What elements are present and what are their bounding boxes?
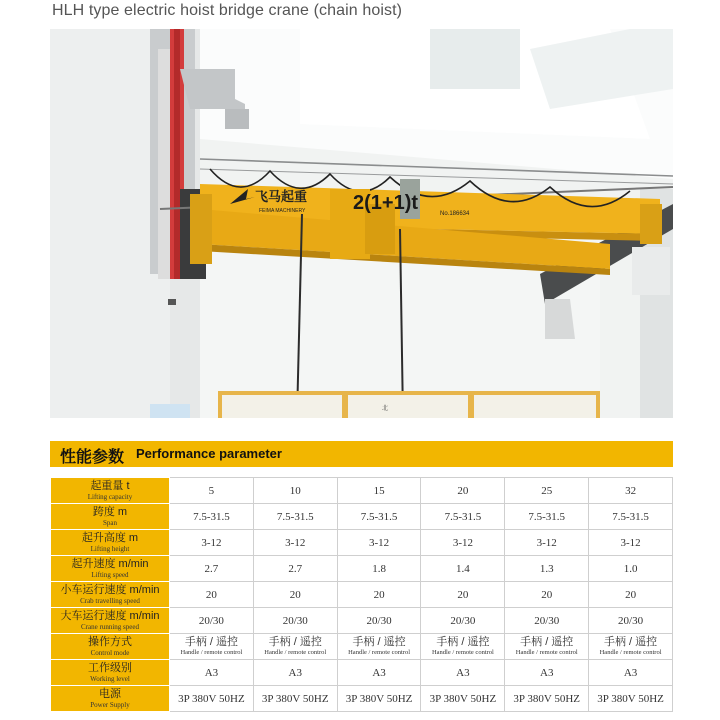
table-cell: 3P 380V 50HZ xyxy=(253,686,337,712)
row-label-en: Lifting capacity xyxy=(87,492,133,501)
row-label-en: Crane running speed xyxy=(81,622,139,631)
banner-title-en: Performance parameter xyxy=(136,446,282,461)
row-label xyxy=(51,530,170,556)
table-cell: 20 xyxy=(253,582,337,608)
row-label-en: Working level xyxy=(90,674,130,683)
table-cell: 10 xyxy=(253,478,337,504)
table-cell: 7.5-31.5 xyxy=(505,504,589,530)
table-cell: A3 xyxy=(337,660,421,686)
cell-value-zh: 手柄 / 遥控 xyxy=(436,635,490,648)
table-row xyxy=(51,582,673,608)
table-cell: 20/30 xyxy=(421,608,505,634)
table-row xyxy=(51,478,673,504)
table-cell: 20/30 xyxy=(505,608,589,634)
table-cell: 3-12 xyxy=(253,530,337,556)
cell-value-en: Handle / remote control xyxy=(348,648,411,656)
table-cell: 20/30 xyxy=(337,608,421,634)
row-label-zh: 小车运行速度 m/min xyxy=(60,583,160,596)
table-cell: 20/30 xyxy=(589,608,673,634)
table-cell: 3-12 xyxy=(337,530,421,556)
row-label-zh: 起升速度 m/min xyxy=(71,557,149,570)
banner-title-zh: 性能参数 xyxy=(60,449,125,466)
brand-label: 飞马起重 xyxy=(255,189,308,204)
table-cell: 1.3 xyxy=(505,556,589,582)
table-row xyxy=(51,556,673,582)
row-label-en: Lifting speed xyxy=(91,570,129,579)
cell-value-zh: 手柄 / 遥控 xyxy=(603,635,658,648)
table-cell: 20 xyxy=(421,478,505,504)
table-cell xyxy=(505,634,589,660)
table-cell: 20/30 xyxy=(253,608,337,634)
row-label-zh: 工作级别 xyxy=(88,661,132,674)
table-cell: 3P 380V 50HZ xyxy=(505,686,589,712)
row-label xyxy=(51,660,170,686)
table-cell: 5 xyxy=(170,478,254,504)
row-label-zh: 电源 xyxy=(99,687,121,700)
table-cell: A3 xyxy=(505,660,589,686)
brand-en-label: FEIMA MACHINERY xyxy=(259,208,306,214)
row-label-zh: 起重量 t xyxy=(90,479,130,492)
table-cell: 3P 380V 50HZ xyxy=(589,686,673,712)
table-cell: 20 xyxy=(421,582,505,608)
table-cell: 20 xyxy=(589,582,673,608)
capacity-label: 2(1+1)t xyxy=(353,192,419,214)
table-cell: 1.0 xyxy=(589,556,673,582)
table-cell: 3-12 xyxy=(170,530,254,556)
row-label-zh: 大车运行速度 m/min xyxy=(60,609,160,622)
table-cell: A3 xyxy=(170,660,254,686)
table-cell: A3 xyxy=(589,660,673,686)
spec-table xyxy=(50,477,673,712)
table-cell: 3-12 xyxy=(589,530,673,556)
row-label xyxy=(51,634,170,660)
row-label xyxy=(51,582,170,608)
table-cell: 2.7 xyxy=(170,556,254,582)
row-label-en: Power Supply xyxy=(90,700,130,709)
table-cell xyxy=(337,634,421,660)
table-cell: A3 xyxy=(421,660,505,686)
row-label xyxy=(51,478,170,504)
crane-photo xyxy=(50,29,673,418)
table-cell: 20 xyxy=(505,582,589,608)
row-label xyxy=(51,608,170,634)
table-cell: 7.5-31.5 xyxy=(589,504,673,530)
table-cell: 7.5-31.5 xyxy=(337,504,421,530)
table-row xyxy=(51,660,673,686)
table-cell xyxy=(421,634,505,660)
table-cell xyxy=(253,634,337,660)
cell-value-zh: 手柄 / 遥控 xyxy=(352,635,406,648)
table-cell: 3P 380V 50HZ xyxy=(421,686,505,712)
cell-value-zh: 手柄 / 遥控 xyxy=(268,635,322,648)
row-label-en: Lifting height xyxy=(90,544,130,553)
section-banner xyxy=(50,441,673,467)
table-cell xyxy=(589,634,673,660)
row-label-zh: 跨度 m xyxy=(92,505,128,518)
table-cell: 2.7 xyxy=(253,556,337,582)
table-cell xyxy=(170,634,254,660)
cell-value-en: Handle / remote control xyxy=(599,648,662,656)
table-row xyxy=(51,504,673,530)
table-cell: 3P 380V 50HZ xyxy=(170,686,254,712)
cell-value-en: Handle / remote control xyxy=(180,648,243,656)
table-cell: 20 xyxy=(170,582,254,608)
table-cell: 7.5-31.5 xyxy=(421,504,505,530)
row-label-zh: 操作方式 xyxy=(88,635,132,648)
cell-value-en: Handle / remote control xyxy=(264,648,327,656)
cell-value-en: Handle / remote control xyxy=(431,648,494,656)
row-label xyxy=(51,686,170,712)
row-label-en: Span xyxy=(103,518,117,527)
row-label-zh: 起升高度 m xyxy=(81,531,139,544)
table-cell: 15 xyxy=(337,478,421,504)
row-label xyxy=(51,556,170,582)
cell-value-zh: 手柄 / 遥控 xyxy=(520,635,574,648)
row-label-en: Control mode xyxy=(90,648,130,657)
table-cell: 1.8 xyxy=(337,556,421,582)
table-cell: 3-12 xyxy=(505,530,589,556)
table-cell: A3 xyxy=(253,660,337,686)
page-title: HLH type electric hoist bridge crane (chain hoist) xyxy=(52,2,403,19)
table-row xyxy=(51,686,673,712)
table-cell: 7.5-31.5 xyxy=(253,504,337,530)
cell-value-zh: 手柄 / 遥控 xyxy=(184,635,238,648)
table-cell: 1.4 xyxy=(421,556,505,582)
row-label xyxy=(51,504,170,530)
table-cell: 32 xyxy=(589,478,673,504)
table-cell: 20/30 xyxy=(170,608,254,634)
table-cell: 3-12 xyxy=(421,530,505,556)
table-cell: 20 xyxy=(337,582,421,608)
table-cell: 25 xyxy=(505,478,589,504)
table-row xyxy=(51,634,673,660)
cell-value-en: Handle / remote control xyxy=(515,648,578,656)
door-sign: 北 xyxy=(382,406,389,412)
serial-label: No.186634 xyxy=(440,211,470,217)
table-row xyxy=(51,530,673,556)
table-cell: 7.5-31.5 xyxy=(170,504,254,530)
table-cell: 3P 380V 50HZ xyxy=(337,686,421,712)
row-label-en: Crab travelling speed xyxy=(80,596,140,605)
table-row xyxy=(51,608,673,634)
